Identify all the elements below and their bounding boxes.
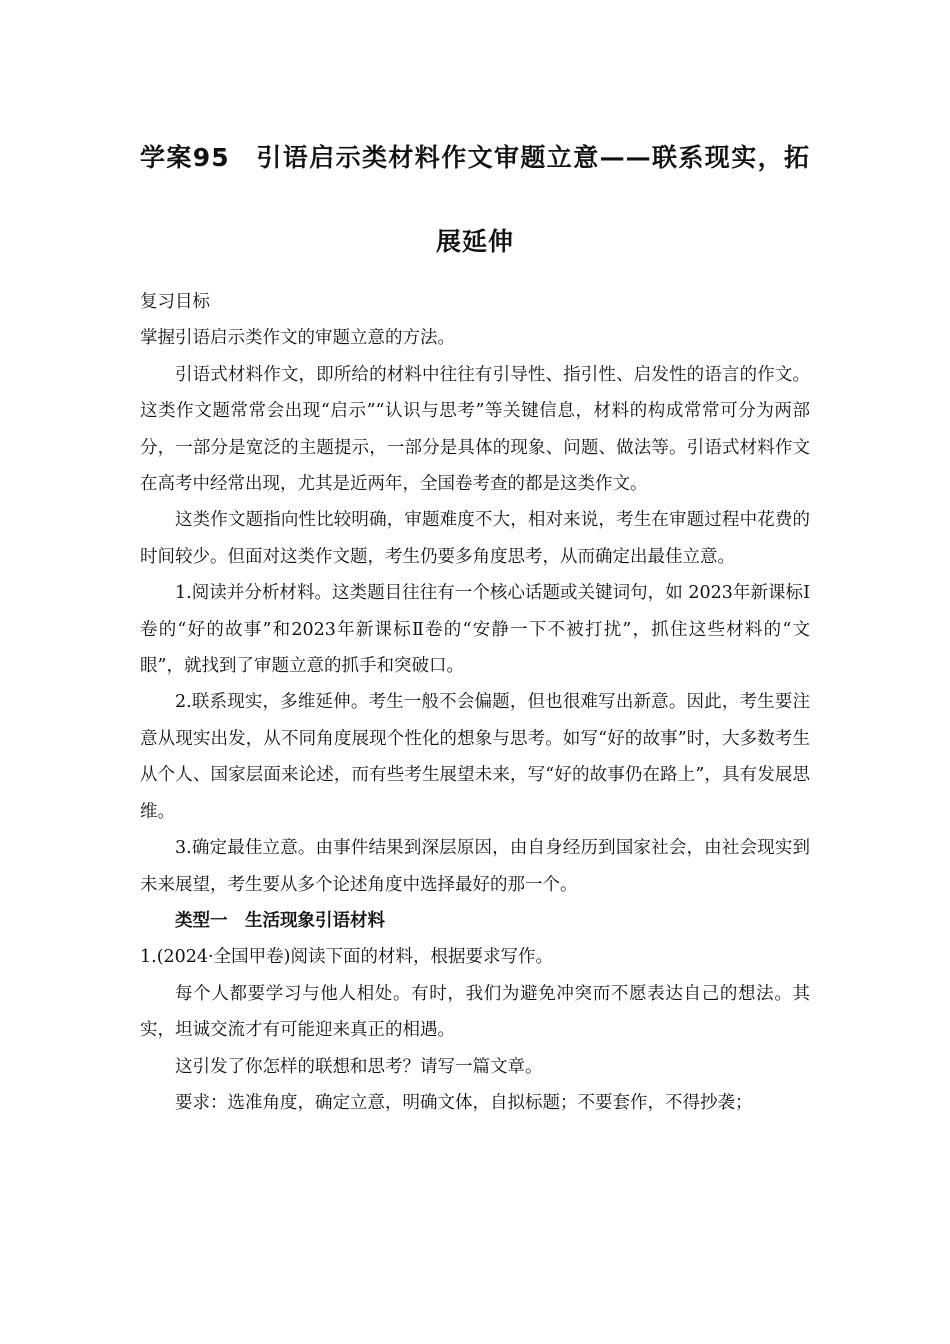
review-goal: 掌握引语启示类作文的审题立意的方法。 xyxy=(140,328,455,349)
intro-paragraph-2: 这类作文题指向性比较明确，审题难度不大，相对来说，考生在审题过程中花费的时间较少。但面对这类作文题，考生仍要多角度思考，从而确定出最佳立意。 xyxy=(140,510,810,567)
method-step-3: 3.确定最佳立意。由事件结果到深层原因，由自身经历到国家社会，由社会现实到未来展望，考生要从多个论述角度中选择最好的那一个。 xyxy=(140,838,810,895)
section-heading: 复习目标 xyxy=(140,292,210,312)
question-1-material: 每个人都要学习与他人相处。有时，我们为避免冲突而不愿表达自己的想法。其实，坦诚交流才有可能迎来真正的相遇。 xyxy=(140,983,810,1041)
method-step-2: 2.联系现实，多维延伸。考生一般不会偏题，但也很难写出新意。因此，考生要注意从现实出发，从不同角度展现个性化的想象与思考。如写“好的故事”时，大多数考生从个人、国家层面来论述，而有些考生展望未来，写“好的故事仍在路上”，具有发展思维。 xyxy=(140,692,810,822)
document-body xyxy=(140,284,810,1121)
document-title-line2: 展延伸 xyxy=(435,227,514,256)
type-heading: 类型一 生活现象引语材料 xyxy=(175,910,385,931)
question-1-intro: 1.(2024·全国甲卷)阅读下面的材料，根据要求写作。 xyxy=(140,947,553,968)
method-step-1: 1.阅读并分析材料。这类题目往往有一个核心话题或关键词句，如 2023年新课标Ⅰ卷的“好的故事”和2023年新课标Ⅱ卷的“安静一下不被打扰”，抓住这些材料的“文眼”，就找到了审题立意的抓手和突破口。 xyxy=(140,583,810,677)
intro-paragraph-1: 引语式材料作文，即所给的材料中往往有引导性、指引性、启发性的语言的作文。这类作文题常常会出现“启示”“认识与思考”等关键信息，材料的构成常常可分为两部分，一部分是宽泛的主题提示，一部分是具体的现象、问题、做法等。引语式材料作文在高考中经常出现，尤其是近两年，全国卷考查的都是这类作文。 xyxy=(140,364,810,495)
document-title-line1: 学案95 引语启示类材料作文审题立意——联系现实，拓 xyxy=(140,143,810,172)
question-1-prompt: 这引发了你怎样的联想和思考？请写一篇文章。 xyxy=(175,1056,543,1077)
question-1-requirements: 要求：选准角度，确定立意，明确文体，自拟标题；不要套作，不得抄袭； xyxy=(175,1092,753,1113)
